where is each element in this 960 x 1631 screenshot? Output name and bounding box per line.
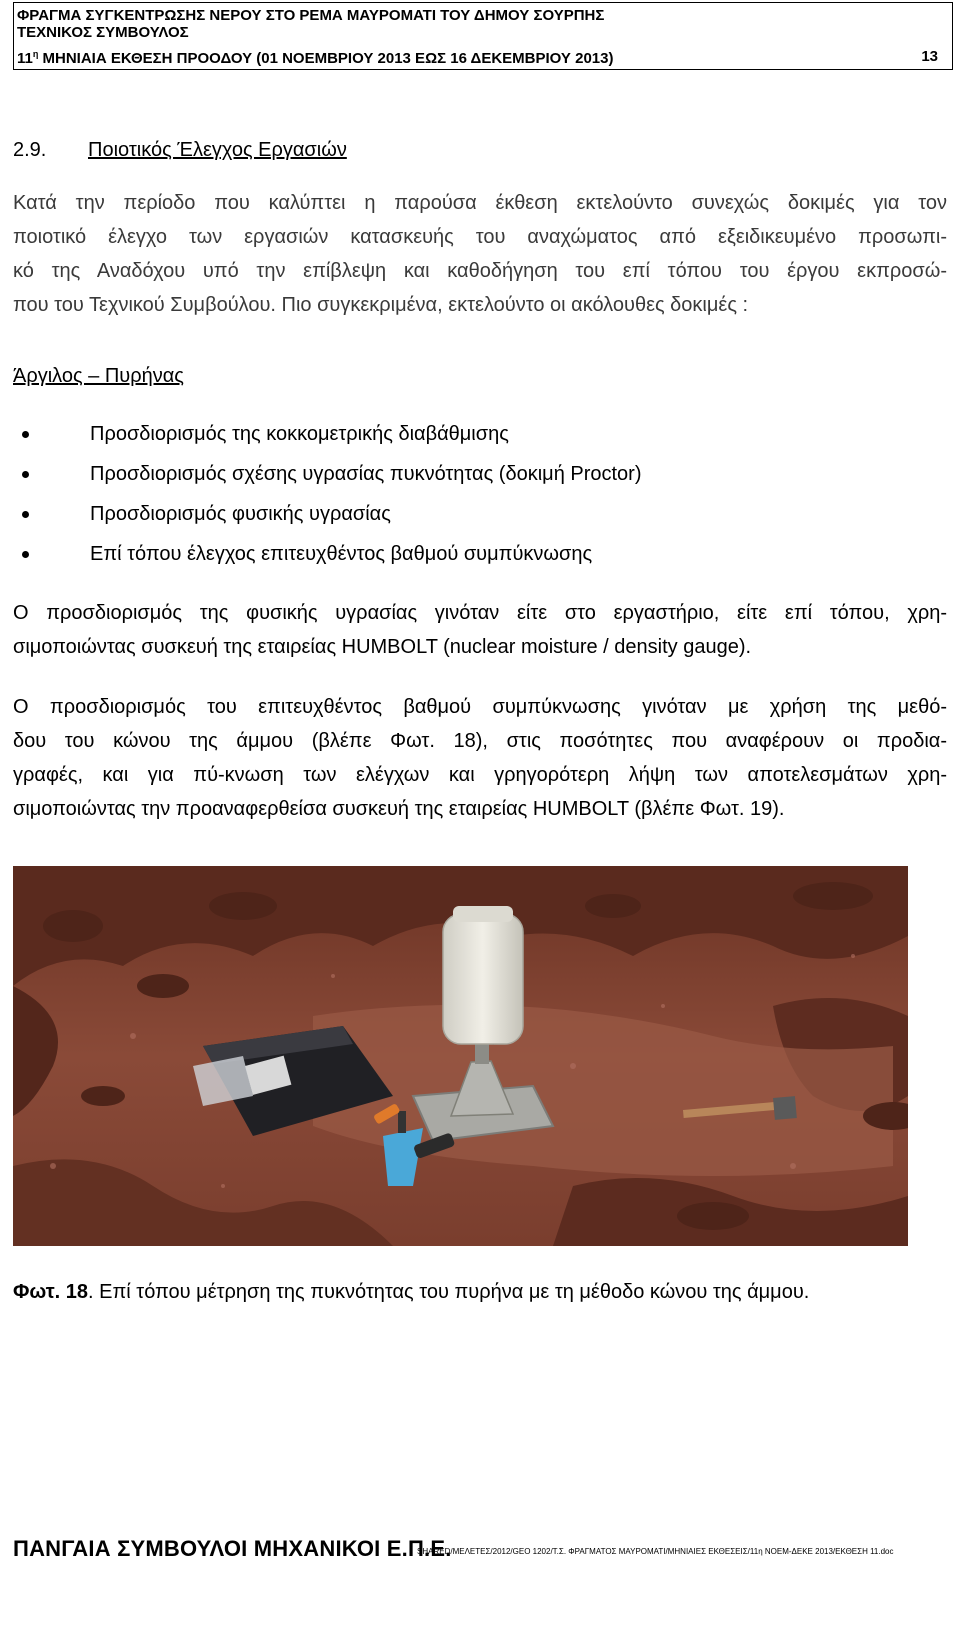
list-item: [13, 457, 947, 497]
paragraph-line: ποιοτικό έλεγχο των εργασιών κατασκευής του αναχώματος από εξειδικευμένο προσωπι-: [13, 226, 947, 248]
header-consultant: ΤΕΧΝΙΚΟΣ ΣΥΜΒΟΥΛΟΣ: [17, 24, 189, 41]
caption-label: Φωτ. 18: [13, 1281, 89, 1303]
bullet-icon: [22, 431, 29, 438]
photo-caption: [13, 1277, 809, 1307]
header-project-title: ΦΡΑΓΜΑ ΣΥΓΚΕΝΤΡΩΣΗΣ ΝΕΡΟΥ ΣΤΟ ΡΕΜΑ ΜΑΥΡΟΜΑΤΙ ΤΟΥ ΔΗΜΟΥ ΣΟΥΡΠΗΣ: [17, 7, 605, 24]
paragraph-line: κό της Αναδόχου υπό την επίβλεψη και καθοδήγηση του επί τόπου του έργου εκπροσώ-: [13, 260, 947, 282]
section-number: 2.9.: [13, 139, 47, 161]
list-item: [13, 417, 947, 457]
paragraph-line: που του Τεχνικού Συμβούλου. Πιο συγκεκριμένα, εκτελούντο οι ακόλουθες δοκιμές :: [13, 294, 749, 316]
paragraph-line: Ο προσδιορισμός της φυσικής υγρασίας γινόταν είτε στο εργαστήριο, είτε επί τόπου, χρη-: [13, 602, 947, 624]
caption-text: . Επί τόπου μέτρηση της πυκνότητας του πυρήνα με τη μέθοδο κώνου της άμμου.: [88, 1281, 810, 1303]
page-number: 13: [921, 48, 938, 65]
intro-paragraph: [13, 186, 947, 322]
list-item-text: Επί τόπου έλεγχος επιτευχθέντος βαθμού συμπύκνωσης: [90, 543, 593, 565]
page-footer: [13, 1534, 953, 1564]
paragraph-line: γραφές, και για πύ-κνωση των ελέγχων και γρηγορότερη λήψη των αποτελεσμάτων χρη-: [13, 764, 947, 786]
moisture-paragraph: [13, 596, 947, 664]
footer-file-path: SHARED/ΜΕΛΕΤΕΣ/2012/GEO 1202/Τ.Σ. ΦΡΑΓΜΑΤΟΣ ΜΑΥΡΟΜΑΤΙ/ΜΗΝΙΑΙΕΣ ΕΚΘΕΣΕΙΣ/11η ΝΟΕΜ-ΔΕΚΕ 2013/ΕΚΘΕΣΗ 11.doc: [417, 1547, 894, 1556]
paragraph-line: δου του κώνου της άμμου (βλέπε Φωτ. 18), στις ποσότητες που αναφέρουν οι προδια-: [13, 730, 947, 752]
paragraph-line: σιμοποιώντας συσκευή της εταιρείας HUMBOLT (nuclear moisture / density gauge).: [13, 636, 752, 658]
list-item: [13, 537, 947, 577]
subheading-clay-core: Άργιλος – Πυρήνας: [13, 365, 184, 387]
bullet-icon: [22, 511, 29, 518]
section-title: Ποιοτικός Έλεγχος Εργασιών: [88, 139, 347, 161]
section-heading: [13, 136, 347, 164]
list-item-text: Προσδιορισμός της κοκκομετρικής διαβάθμισης: [90, 423, 509, 445]
report-number: 11: [17, 50, 33, 67]
report-number-suffix: η: [32, 49, 39, 59]
footer-company: ΠΑΝΓΑΙΑ ΣΥΜΒΟΥΛΟΙ ΜΗΧΑΝΙΚΟΙ Ε.Π.Ε.: [13, 1536, 452, 1561]
paragraph-line: σιμοποιώντας την προαναφερθείσα συσκευή της εταιρείας HUMBOLT (βλέπε Φωτ. 19).: [13, 798, 785, 820]
bullet-icon: [22, 471, 29, 478]
paragraph-line: Κατά την περίοδο που καλύπτει η παρούσα έκθεση εκτελούντο συνεχώς δοκιμές για τον: [13, 192, 947, 214]
report-period: ΜΗΝΙΑΙΑ ΕΚΘΕΣΗ ΠΡΟΟΔΟΥ (01 ΝΟΕΜΒΡΙΟΥ 2013 ΕΩΣ 16 ΔΕΚΕΜΒΡΙΟΥ 2013): [38, 50, 614, 67]
photo-illustration: [13, 866, 908, 1246]
page-header: [13, 2, 953, 70]
list-item: [13, 497, 947, 537]
bullet-icon: [22, 551, 29, 558]
compaction-paragraph: [13, 690, 947, 826]
sand-cone-test-photo: [13, 866, 908, 1246]
header-report-title: [17, 45, 613, 68]
paragraph-line: Ο προσδιορισμός του επιτευχθέντος βαθμού συμπύκνωσης γινόταν με χρήση της μεθό-: [13, 696, 947, 718]
test-list: [13, 417, 947, 577]
list-item-text: Προσδιορισμός φυσικής υγρασίας: [90, 503, 391, 525]
list-item-text: Προσδιορισμός σχέσης υγρασίας πυκνότητας (δοκιμή Proctor): [90, 463, 642, 485]
